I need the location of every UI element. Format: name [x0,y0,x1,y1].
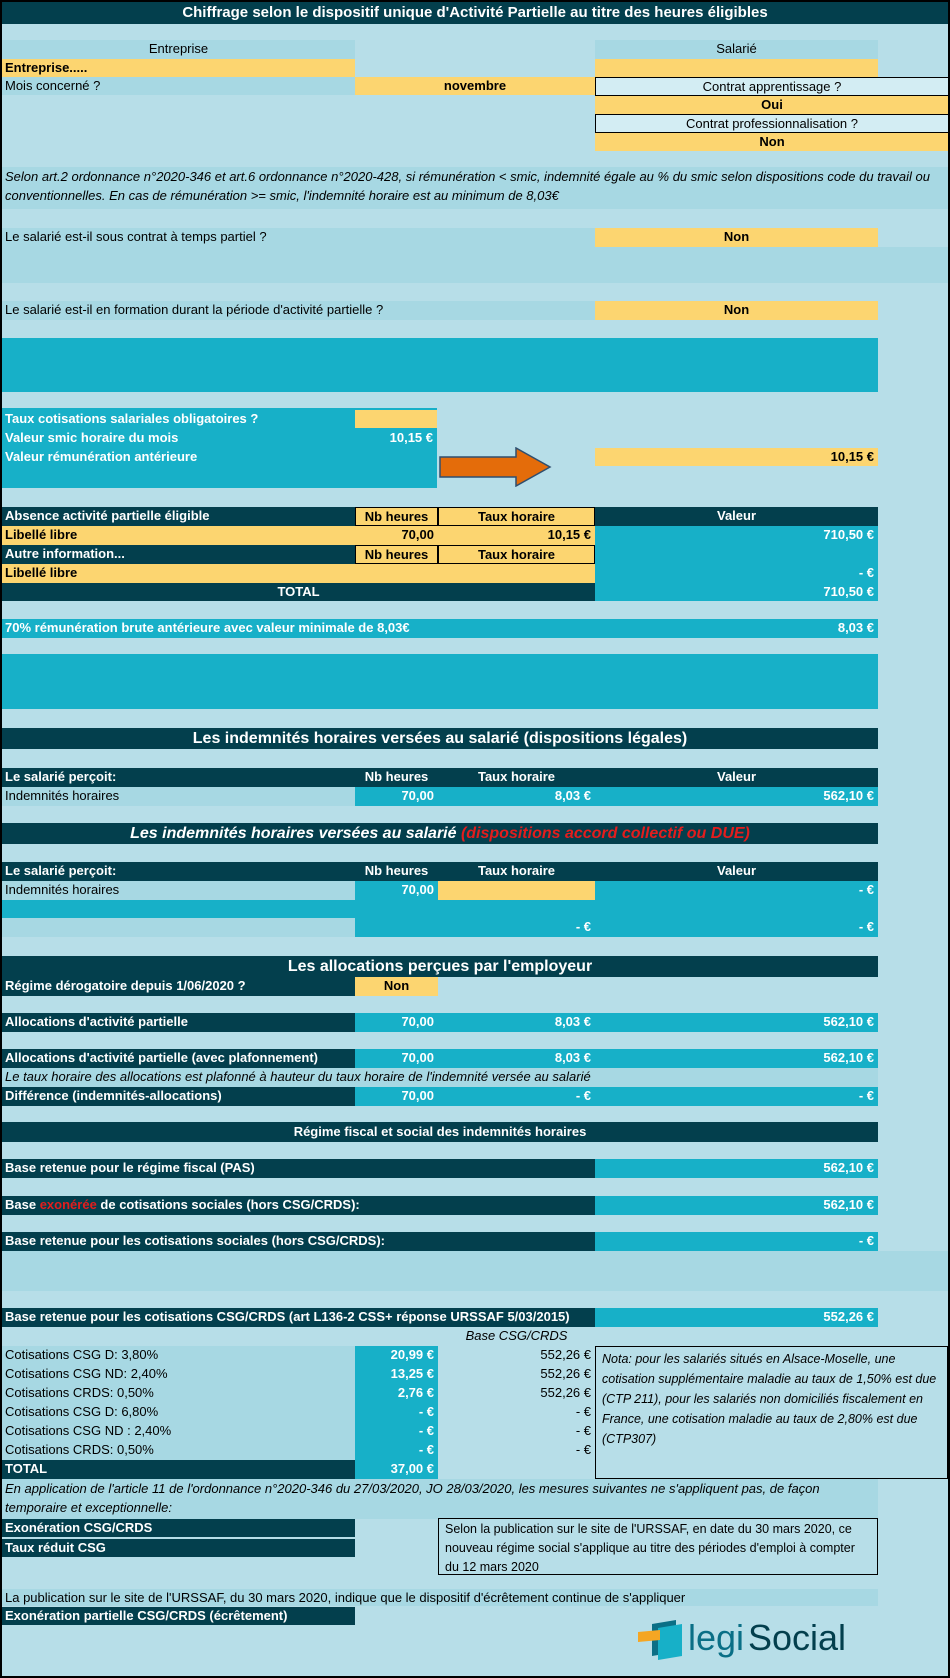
pas-base-value: 562,10 € [595,1159,878,1178]
exoneree-base-label [2,1196,595,1215]
logo-text-legi: legi [688,1617,745,1658]
arrow-right-icon [438,447,553,487]
pct-remuneration-value: 8,03 € [595,619,878,638]
cotisation-row-3-label: Cotisations CRDS: 0,50% [2,1384,355,1403]
cotisation-row-2-amount: 13,25 € [355,1365,438,1384]
legal-nb-heures-header: Nb heures [355,768,438,787]
absence-header: Absence activité partielle éligible [2,507,355,526]
accord-indemnites-label: Indemnités horaires [2,881,355,900]
cotisation-row-1-label: Cotisations CSG D: 3,80% [2,1346,355,1365]
autre-taux-horaire-header: Taux horaire [438,545,595,564]
accord-taux-2: - € [438,918,595,937]
legal-indemnites-label: Indemnités horaires [2,787,355,806]
autre-information-label: Autre information... [2,545,355,564]
cotisation-row-6-label: Cotisations CRDS: 0,50% [2,1441,355,1460]
accord-title-highlight: (dispositions accord collectif ou DUE) [460,825,750,842]
cotisation-row-5-label: Cotisations CSG ND : 2,40% [2,1422,355,1441]
allocations-plafond-label: Allocations d'activité partielle (avec plafonnement) [2,1049,355,1068]
absence-valeur-2: - € [595,564,878,583]
regime-derogatoire-cell[interactable]: Non [355,977,438,996]
turquoise-band-2 [2,654,878,709]
taux-reduit-csg-label: Taux réduit CSG [2,1539,355,1557]
allocations-label: Allocations d'activité partielle [2,1013,355,1032]
smic-horaire-label: Valeur smic horaire du mois [5,430,179,445]
legal-section-title: Les indemnités horaires versées au salarié (dispositions légales) [2,728,878,749]
cotisation-row-5-amount: - € [355,1422,438,1441]
accord-heures-2 [355,918,438,937]
salarie-column-header: Salarié [595,40,878,59]
absence-libelle-2[interactable]: Libellé libre [2,564,355,583]
cotisation-row-6-base: - € [575,1442,591,1457]
accord-valeur-1: - € [595,881,878,900]
difference-label: Différence (indemnités-allocations) [2,1087,355,1106]
sociales-base-value: - € [595,1232,878,1251]
exoneree-label-highlight: exonérée [39,1197,97,1212]
entreprise-name-cell[interactable]: Entreprise..... [2,59,355,77]
spacer-band [2,247,948,283]
autre-valeur-spacer [595,545,878,564]
allocations-taux: 8,03 € [438,1013,595,1032]
accord-label-2 [2,918,355,937]
cotisations-total-value: 37,00 € [355,1460,438,1479]
cotisation-row-5-base: - € [575,1423,591,1438]
plafond-note: Le taux horaire des allocations est plafonné à hauteur du taux horaire de l'indemnité versée au salarié [2,1068,878,1087]
cotisation-row-1-amount: 20,99 € [355,1346,438,1365]
fiscal-section-title: Régime fiscal et social des indemnités horaires [2,1122,878,1142]
cotisation-row-4-label: Cotisations CSG D: 6,80% [2,1403,355,1422]
exoneree-label-end: de cotisations sociales (hors CSG/CRDS): [96,1197,360,1212]
exoneration-csg-label: Exonération CSG/CRDS [2,1519,355,1537]
legisocial-logo-icon [638,1618,684,1660]
professionnalisation-question: Contrat professionnalisation ? [595,114,949,133]
intro-note: Selon art.2 ordonnance n°2020-346 et art.6 ordonnance n°2020-428, si rémunération < smic, indemnité égale au % du smic selon dispositions code du travail ou conventionnelles. En cas de rémunération >= smic, l'indemnité horaire est au minimum de 8,03€ [2,167,948,209]
absence-total-label: TOTAL [2,583,595,601]
cotisations-total-label: TOTAL [2,1460,355,1479]
base-csg-header: Base CSG/CRDS [465,1328,568,1343]
regime-derogatoire-label: Régime dérogatoire depuis 1/06/2020 ? [2,977,355,996]
accord-percoit-label: Le salarié perçoit: [2,862,355,881]
legal-valeur-value: 562,10 € [595,787,878,806]
sheet-title: Chiffrage selon le dispositif unique d'Activité Partielle au titre des heures éligibles [2,2,948,24]
taux-cotisations-label: Taux cotisations salariales obligatoires ? [5,411,259,426]
accord-valeur-2: - € [595,918,878,937]
difference-valeur: - € [595,1087,878,1106]
legal-taux-value: 8,03 € [438,787,595,806]
accord-title-main: Les indemnités horaires versées au salarié [130,825,461,842]
entreprise-column-header: Entreprise [2,40,355,59]
difference-taux: - € [438,1087,595,1106]
accord-nb-heures-header: Nb heures [355,862,438,881]
cotisation-row-4-amount: - € [355,1403,438,1422]
allocations-section-title: Les allocations perçues par l'employeur [2,956,878,977]
absence-taux-horaire-header: Taux horaire [438,507,595,526]
cotisation-row-4-base: - € [575,1404,591,1419]
apprentissage-question: Contrat apprentissage ? [595,77,949,96]
allocations-plafond-taux: 8,03 € [438,1049,595,1068]
apprentissage-answer-cell[interactable]: Oui [595,96,949,114]
mois-value-cell[interactable]: novembre [355,77,595,95]
legal-valeur-header: Valeur [595,768,878,787]
accord-taux-input[interactable] [438,881,595,900]
legal-heures-value: 70,00 [355,787,438,806]
difference-heures: 70,00 [355,1087,438,1106]
turquoise-band [2,338,878,392]
accord-valeur-header: Valeur [595,862,878,881]
accord-taux-horaire-header: Taux horaire [438,862,595,881]
cotisation-row-3-base: 552,26 € [540,1385,591,1400]
ecretement-label: Exonération partielle CSG/CRDS (écrêtement) [2,1607,355,1625]
csg-base-value: 552,26 € [595,1308,878,1327]
autre-nb-heures-header: Nb heures [355,545,438,564]
cotisation-row-2-base: 552,26 € [540,1366,591,1381]
urssaf-note: Selon la publication sur le site de l'URSSAF, en date du 30 mars 2020, ce nouveau régime social s'applique au titre des périodes d'emploi à compter du 12 mars 2020 [438,1518,878,1575]
cotisation-row-2-label: Cotisations CSG ND: 2,40% [2,1365,355,1384]
allocations-plafond-heures: 70,00 [355,1049,438,1068]
cotisation-row-6-amount: - € [355,1441,438,1460]
legal-percoit-label: Le salarié perçoit: [2,768,355,787]
formation-question: Le salarié est-il en formation durant la période d'activité partielle ? [2,301,595,320]
remuneration-anterieure-label: Valeur rémunération antérieure [5,449,198,464]
absence-valeur-header: Valeur [595,507,878,526]
remuneration-anterieure-value: 10,15 € [595,448,878,466]
csg-base-label: Base retenue pour les cotisations CSG/CRDS (art L136-2 CSS+ réponse URSSAF 5/03/2015) [2,1308,595,1327]
legal-taux-horaire-header: Taux horaire [438,768,595,787]
absence-total-value: 710,50 € [595,583,878,601]
cotisation-row-3-amount: 2,76 € [355,1384,438,1403]
accord-heures-value: 70,00 [355,881,438,900]
mois-label: Mois concerné ? [2,77,355,95]
allocations-plafond-valeur: 562,10 € [595,1049,878,1068]
accord-spacer-row [2,900,878,918]
salarie-name-cell[interactable] [595,59,878,77]
absence-taux-1: 10,15 € [438,526,595,545]
smic-horaire-value: 10,15 € [389,430,433,445]
absence-libelle-1[interactable]: Libellé libre [2,526,355,545]
ecretement-note: La publication sur le site de l'URSSAF, du 30 mars 2020, indique que le dispositif d'écrêtement continue de s'appliquer [2,1589,878,1606]
absence-heures-1[interactable]: 70,00 [355,526,438,545]
logo-text-social: Social [748,1617,847,1658]
accord-section-title [2,823,878,844]
temps-partiel-question: Le salarié est-il sous contrat à temps partiel ? [2,228,595,247]
article-note: En application de l'article 11 de l'ordonnance n°2020-346 du 27/03/2020, JO 28/03/2020, les mesures suivantes ne s'appliquent pas, de façon temporaire et exceptionnelle: [2,1479,878,1519]
alsace-moselle-note: Nota: pour les salariés situés en Alsace-Moselle, une cotisation supplémentaire maladie au taux de 1,50% est due (CTP 211), pour les salariés non domiciliés fiscalement en France, une cotisation maladie au taux de 2,80% est due (CTP307) [595,1346,948,1479]
taux-cotisations-cell[interactable] [355,410,437,428]
absence-taux-2[interactable] [438,564,595,583]
professionnalisation-answer-cell[interactable]: Non [595,133,949,151]
allocations-heures: 70,00 [355,1013,438,1032]
sociales-base-label: Base retenue pour les cotisations sociales (hors CSG/CRDS): [2,1232,595,1251]
pct-remuneration-label: 70% rémunération brute antérieure avec valeur minimale de 8,03€ [2,619,595,638]
allocations-valeur: 562,10 € [595,1013,878,1032]
temps-partiel-answer-cell[interactable]: Non [595,228,878,247]
formation-answer-cell[interactable]: Non [595,301,878,320]
spacer-band-3 [2,1251,948,1291]
legisocial-logo [638,1614,888,1664]
exoneree-label-start: Base [5,1197,40,1212]
exoneree-base-value: 562,10 € [595,1196,878,1215]
absence-valeur-1: 710,50 € [595,526,878,545]
cotisation-row-1-base: 552,26 € [540,1347,591,1362]
absence-heures-2[interactable] [355,564,438,583]
absence-nb-heures-header: Nb heures [355,507,438,526]
pas-base-label: Base retenue pour le régime fiscal (PAS) [2,1159,595,1178]
